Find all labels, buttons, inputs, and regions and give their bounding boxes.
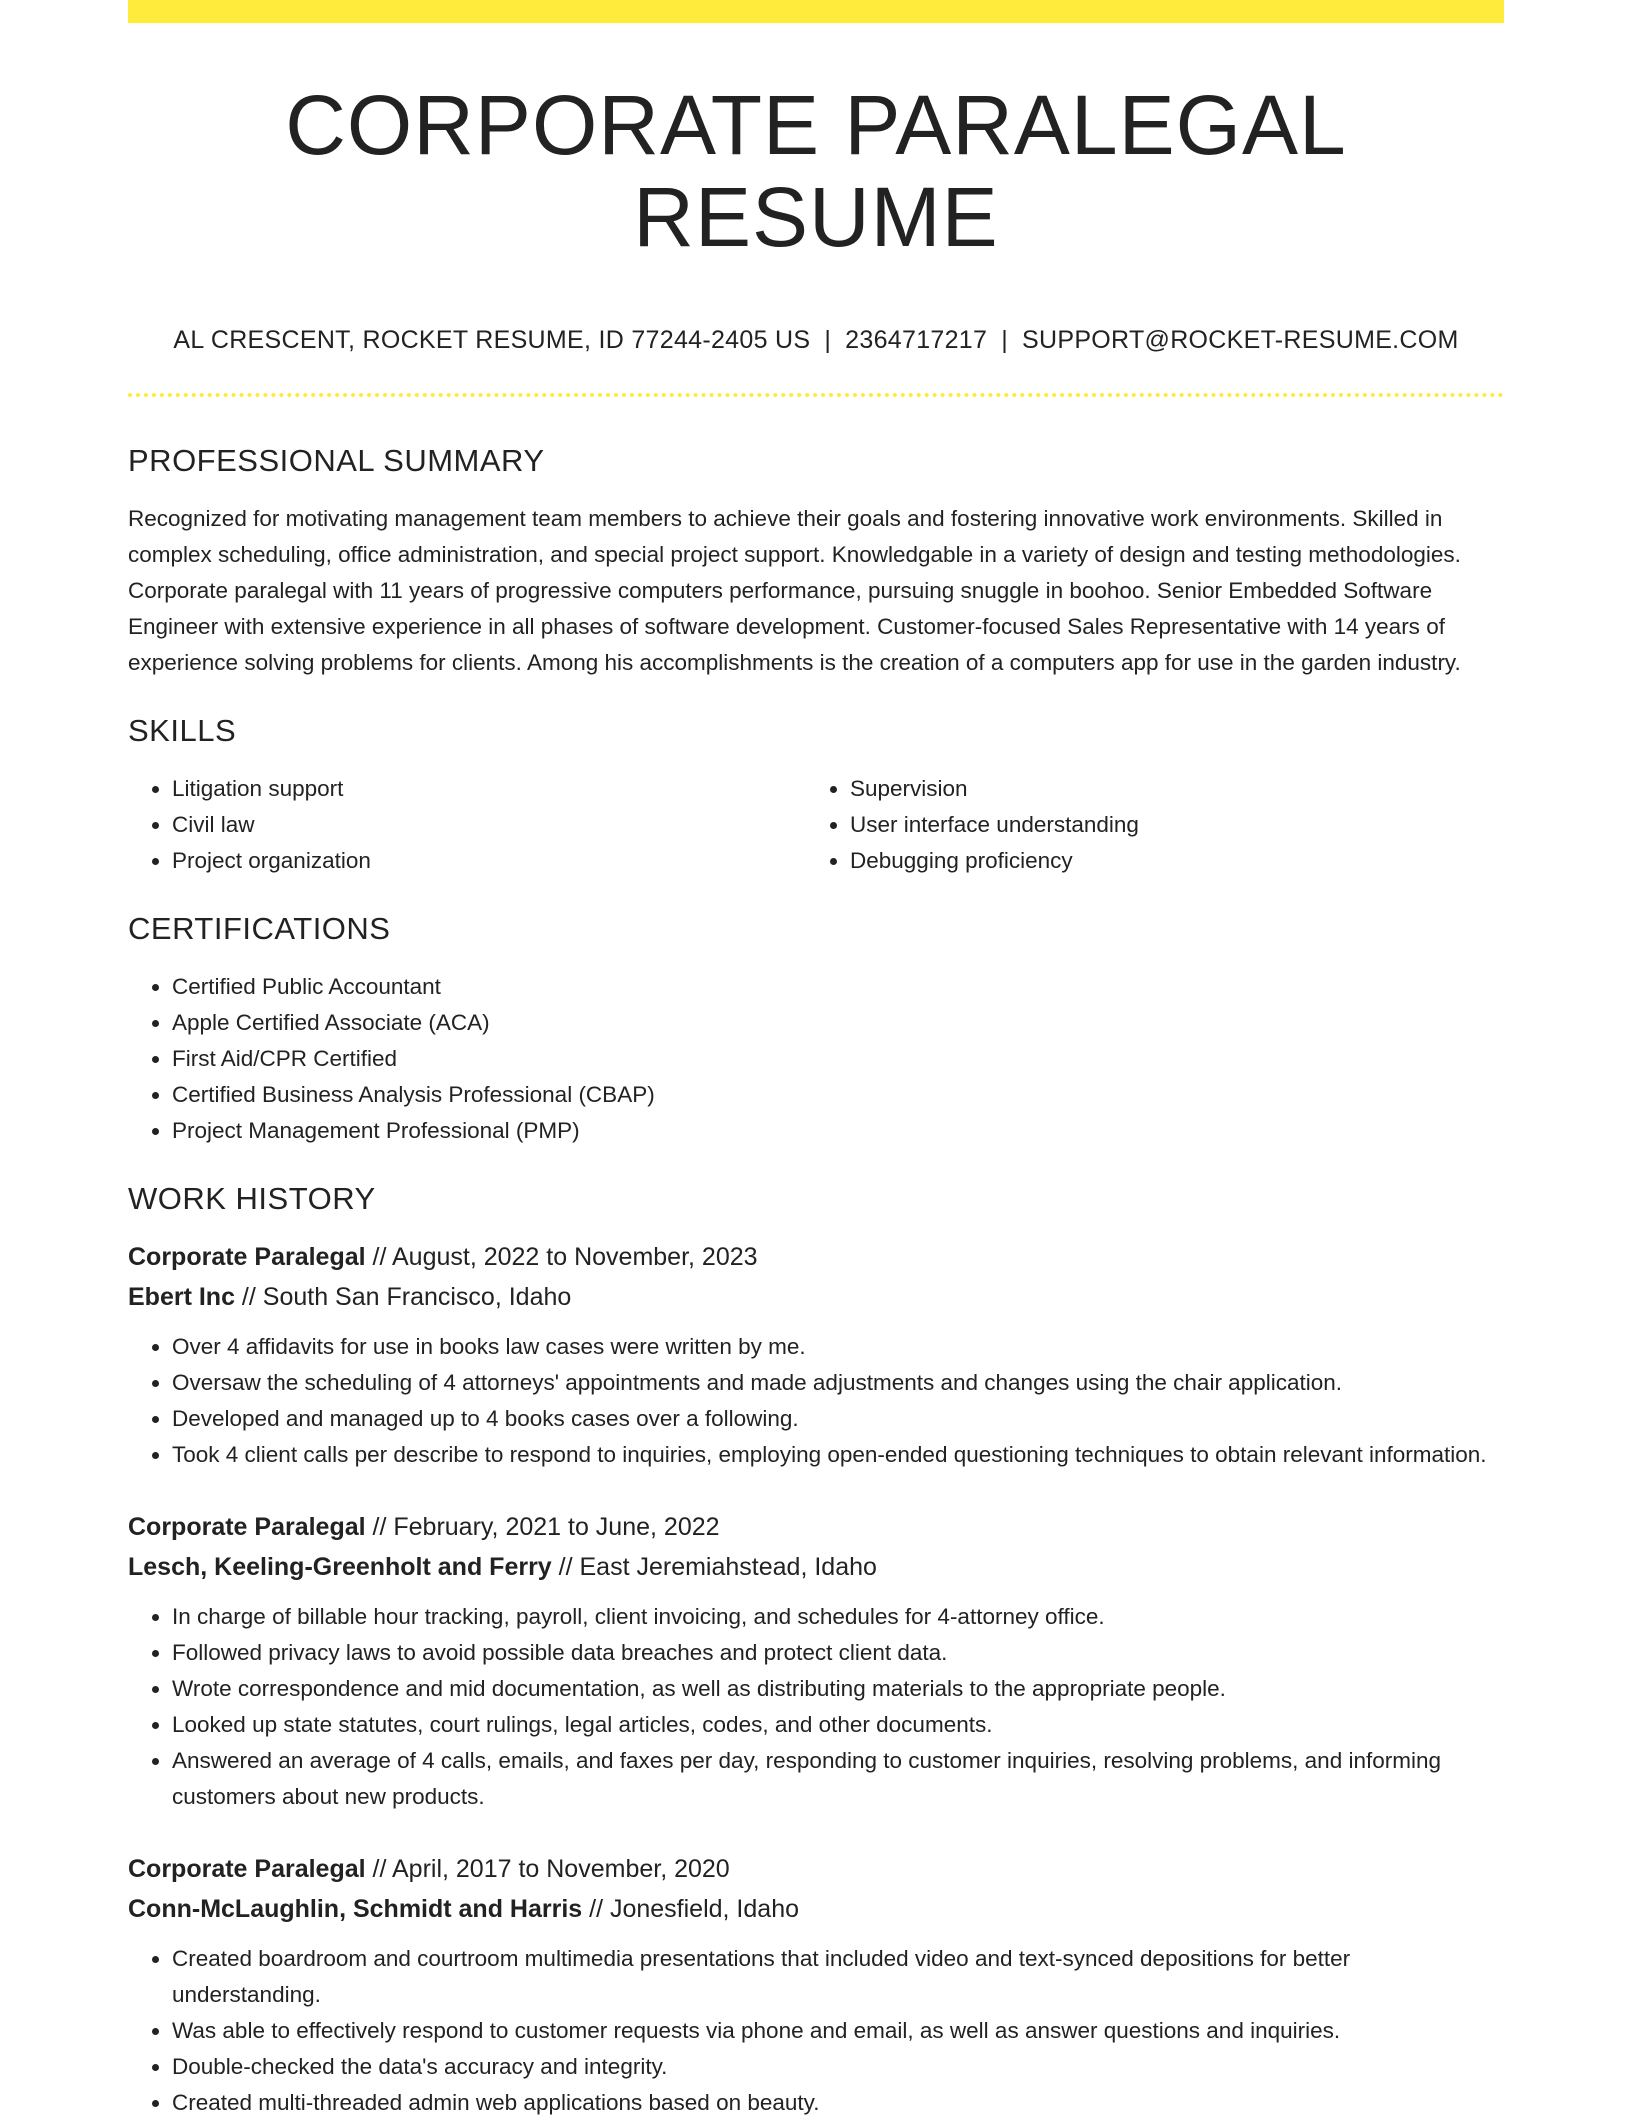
job-location: // Jonesfield, Idaho xyxy=(582,1894,799,1923)
skills-list-right xyxy=(806,771,1484,879)
job-bullet: • Wrote correspondence and mid documentation, as well as distributing materials to the appropriate people. xyxy=(172,1671,1504,1707)
job-role-line xyxy=(128,1237,1504,1277)
job-role-line xyxy=(128,1849,1504,1889)
contact-separator: | xyxy=(1001,325,1009,354)
job-bullet: • Took 4 client calls per describe to respond to inquiries, employing open-ended questioning techniques to obtain relevant information. xyxy=(172,1437,1504,1473)
contact-phone[interactable]: 2364717217 xyxy=(845,325,988,354)
job-bullet: • Oversaw the scheduling of 4 attorneys' appointments and made adjustments and changes using the chair application. xyxy=(172,1365,1504,1401)
skill-item: • Project organization xyxy=(172,843,806,879)
job-bullet: • Created multi-threaded admin web applications based on beauty. xyxy=(172,2085,1504,2121)
job-bullets xyxy=(128,1941,1504,2121)
job-dates: // April, 2017 to November, 2020 xyxy=(365,1854,730,1883)
skills-heading: SKILLS xyxy=(128,712,237,748)
skill-item: • Supervision xyxy=(850,771,1484,807)
job-role: Corporate Paralegal xyxy=(128,1854,366,1883)
job-role: Corporate Paralegal xyxy=(128,1512,366,1541)
job-company: Lesch, Keeling-Greenholt and Ferry xyxy=(128,1552,552,1581)
accent-top-bar xyxy=(128,0,1504,23)
job-bullet: • Developed and managed up to 4 books cases over a following. xyxy=(172,1401,1504,1437)
resume-page xyxy=(128,0,1504,2121)
certification-item: • Certified Public Accountant xyxy=(172,969,1504,1005)
job-role-line xyxy=(128,1507,1504,1547)
job-company-line xyxy=(128,1277,1504,1317)
job-company-line xyxy=(128,1547,1504,1587)
skill-item: • Litigation support xyxy=(172,771,806,807)
skill-item: • Debugging proficiency xyxy=(850,843,1484,879)
job-role: Corporate Paralegal xyxy=(128,1242,366,1271)
summary-text: Recognized for motivating management team members to achieve their goals and fostering innovative work environments. Skilled in complex scheduling, office administration, and special project support. Knowledgable in a variety of design and testing methodologies. Corporate paralegal with 11 years of progressive computers performance, pursuing snuggle in boohoo. Senior Embedded Software Engineer with extensive experience in all phases of software development. Customer-focused Sales Representative with 14 years of experience solving problems for clients. Among his accomplishments is the creation of a computers app for use in the garden industry. xyxy=(128,505,1461,675)
skills-column-left xyxy=(128,771,806,879)
job-entry xyxy=(128,1237,1504,1473)
skills-grid xyxy=(128,771,1504,879)
resume-title: CORPORATE PARALEGAL RESUME xyxy=(285,78,1347,265)
skills-list-left xyxy=(128,771,806,879)
job-bullet: • Double-checked the data's accuracy and integrity. xyxy=(172,2049,1504,2085)
job-company: Conn-McLaughlin, Schmidt and Harris xyxy=(128,1894,583,1923)
certification-item: • Certified Business Analysis Professional (CBAP) xyxy=(172,1077,1504,1113)
job-bullet: • Over 4 affidavits for use in books law cases were written by me. xyxy=(172,1329,1504,1365)
skill-item: • Civil law xyxy=(172,807,806,843)
job-location: // South San Francisco, Idaho xyxy=(234,1282,572,1311)
job-dates: // February, 2021 to June, 2022 xyxy=(365,1512,720,1541)
certification-item: • Project Management Professional (PMP) xyxy=(172,1113,1504,1149)
job-bullet: • Followed privacy laws to avoid possible data breaches and protect client data. xyxy=(172,1635,1504,1671)
job-entry xyxy=(128,1507,1504,1815)
certifications-heading: CERTIFICATIONS xyxy=(128,910,391,946)
job-company-line xyxy=(128,1889,1504,1929)
job-company: Ebert Inc xyxy=(128,1282,235,1311)
job-dates: // August, 2022 to November, 2023 xyxy=(365,1242,758,1271)
work-history-heading: WORK HISTORY xyxy=(128,1180,376,1216)
job-location: // East Jeremiahstead, Idaho xyxy=(551,1552,877,1581)
job-bullet: • In charge of billable hour tracking, payroll, client invoicing, and schedules for 4-attorney office. xyxy=(172,1599,1504,1635)
job-bullet: • Answered an average of 4 calls, emails, and faxes per day, responding to customer inquiries, resolving problems, and informing customers about new products. xyxy=(172,1743,1504,1815)
job-bullets xyxy=(128,1599,1504,1815)
contact-address: AL CRESCENT, ROCKET RESUME, ID 77244-2405 US xyxy=(173,325,811,354)
job-bullet: • Looked up state statutes, court rulings, legal articles, codes, and other documents. xyxy=(172,1707,1504,1743)
skills-column-right xyxy=(806,771,1484,879)
job-bullet: • Was able to effectively respond to customer requests via phone and email, as well as answer questions and inquiries. xyxy=(172,2013,1504,2049)
job-bullets xyxy=(128,1329,1504,1473)
dotted-divider xyxy=(128,393,1504,397)
certification-item: • First Aid/CPR Certified xyxy=(172,1041,1504,1077)
skill-item: • User interface understanding xyxy=(850,807,1484,843)
certifications-list xyxy=(128,969,1504,1149)
job-entry xyxy=(128,1849,1504,2121)
certification-item: • Apple Certified Associate (ACA) xyxy=(172,1005,1504,1041)
contact-separator: | xyxy=(824,325,832,354)
contact-email[interactable]: SUPPORT@ROCKET-RESUME.COM xyxy=(1022,325,1459,354)
contact-line xyxy=(128,326,1504,355)
summary-heading: PROFESSIONAL SUMMARY xyxy=(128,442,545,478)
job-bullet: • Created boardroom and courtroom multimedia presentations that included video and text-synced depositions for better understanding. xyxy=(172,1941,1504,2013)
